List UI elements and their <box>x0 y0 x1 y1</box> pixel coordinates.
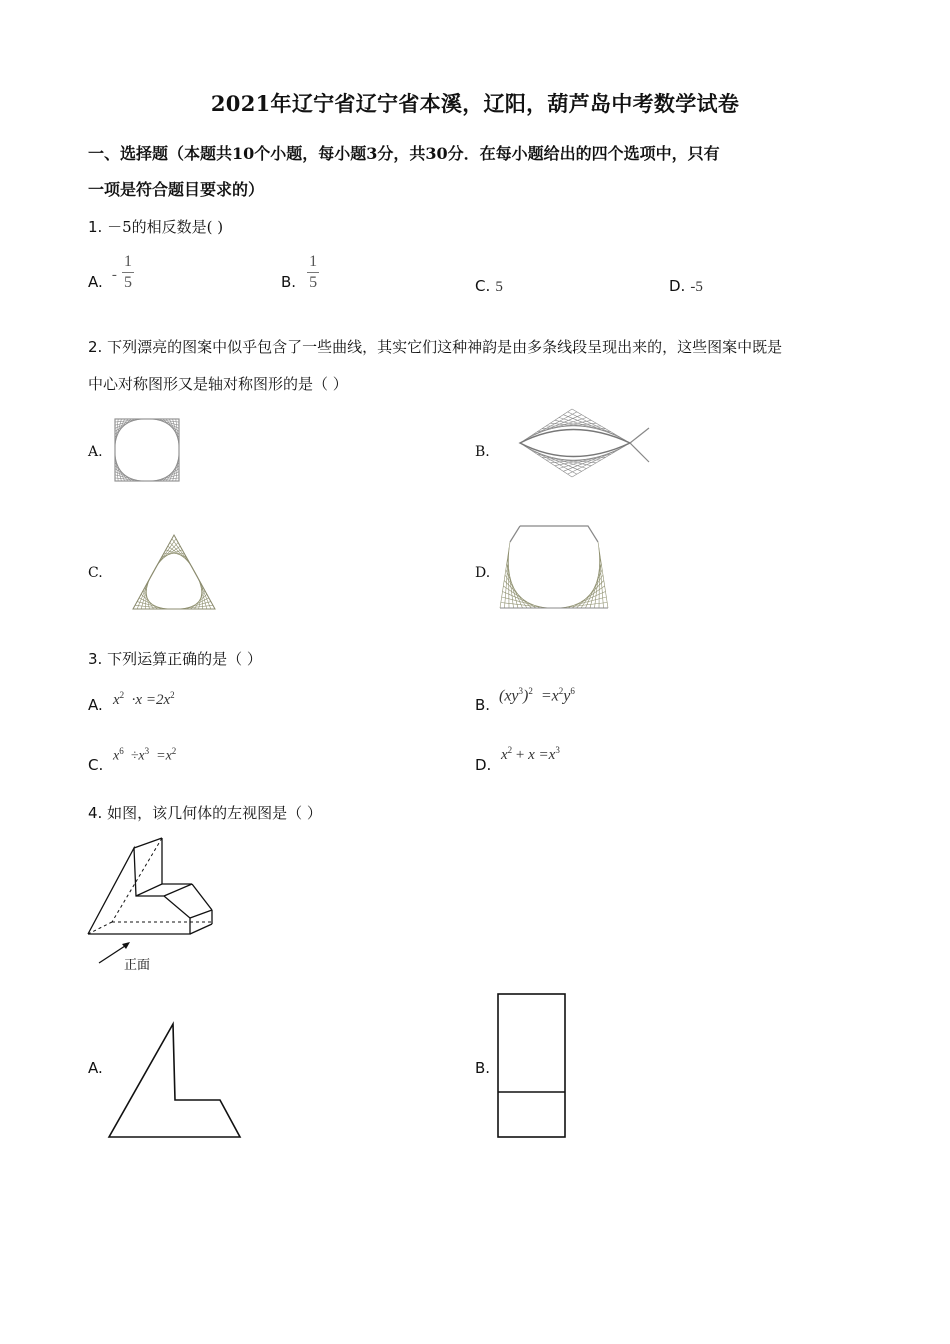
question-number: 2. <box>88 338 103 356</box>
q3-option-b-label: B. <box>475 696 491 714</box>
q2-figure-b <box>512 406 652 480</box>
fraction <box>122 252 134 293</box>
denominator: 5 <box>309 274 318 291</box>
q3-option-a-label: A. <box>88 696 103 714</box>
q3-option-b-expression: $(xy^3)^2 =x^2y^6$ <box>499 686 575 705</box>
q1-option-b <box>281 252 319 293</box>
question-text: 下列运算正确的是（ ） <box>107 650 262 668</box>
numerator: 1 <box>122 252 134 273</box>
question-text: 下列漂亮的图案中似乎包含了一些曲线，其实它们这种神韵是由多条线段呈现出来的，这些图案中既是 <box>107 338 783 356</box>
numerator: 1 <box>307 252 319 273</box>
section-heading-line1: 一、选择题（本题共10个小题，每小题3分，共30分．在每小题给出的四个选项中，只有 <box>88 144 720 163</box>
q2-option-b-label: B. <box>475 444 490 460</box>
q1-option-d <box>669 276 703 296</box>
option-label: B. <box>281 273 297 291</box>
minus-sign: - <box>111 267 117 283</box>
q4-option-a-figure <box>106 1022 244 1140</box>
q4-option-b-figure <box>496 992 568 1140</box>
q2-figure-a <box>112 416 182 484</box>
q2-figure-d <box>498 522 610 610</box>
q3-option-d-expression: $x^2 + x =x^3$ <box>501 745 560 763</box>
question-2-line1 <box>88 336 878 357</box>
q3-option-d-label: D. <box>475 756 492 774</box>
q4-option-b-label: B. <box>475 1059 491 1077</box>
q3-option-c-expression: $x^6 \div x^3 =x^2$ <box>113 746 177 764</box>
question-3 <box>88 648 262 669</box>
question-4 <box>88 802 322 823</box>
fraction <box>307 252 319 293</box>
question-1 <box>88 216 223 237</box>
q1-option-a <box>88 252 134 293</box>
option-label: D. <box>669 277 686 295</box>
denominator: 5 <box>123 274 132 291</box>
front-view-label: 正面 <box>124 958 151 973</box>
q4-solid-figure <box>86 836 216 936</box>
section-heading-line2: 一项是符合题目要求的） <box>88 180 265 199</box>
page-title: 2021年辽宁省辽宁省本溪，辽阳，葫芦岛中考数学试卷 <box>210 91 740 116</box>
q4-option-a-label: A. <box>88 1059 103 1077</box>
option-value: 5 <box>495 279 503 295</box>
q2-option-c-label: C. <box>88 565 103 581</box>
question-text: 如图，该几何体的左视图是（ ） <box>107 804 322 822</box>
q1-option-c <box>475 276 503 296</box>
question-number: 4. <box>88 804 103 822</box>
q2-option-d-label: D. <box>475 565 491 581</box>
q3-option-a-expression: $x^2 \cdot x =2x^2$ <box>113 690 175 708</box>
option-value: -5 <box>690 279 703 295</box>
q3-option-c-label: C. <box>88 756 104 774</box>
question-2-line2: 中心对称图形又是轴对称图形的是（ ） <box>88 375 348 393</box>
question-text: －5的相反数是( ) <box>107 218 224 236</box>
q2-figure-c <box>130 532 218 612</box>
option-label: A. <box>88 273 103 291</box>
question-number: 1. <box>88 218 103 236</box>
option-label: C. <box>475 277 491 295</box>
q2-option-a-label: A. <box>88 444 103 460</box>
question-number: 3. <box>88 650 103 668</box>
